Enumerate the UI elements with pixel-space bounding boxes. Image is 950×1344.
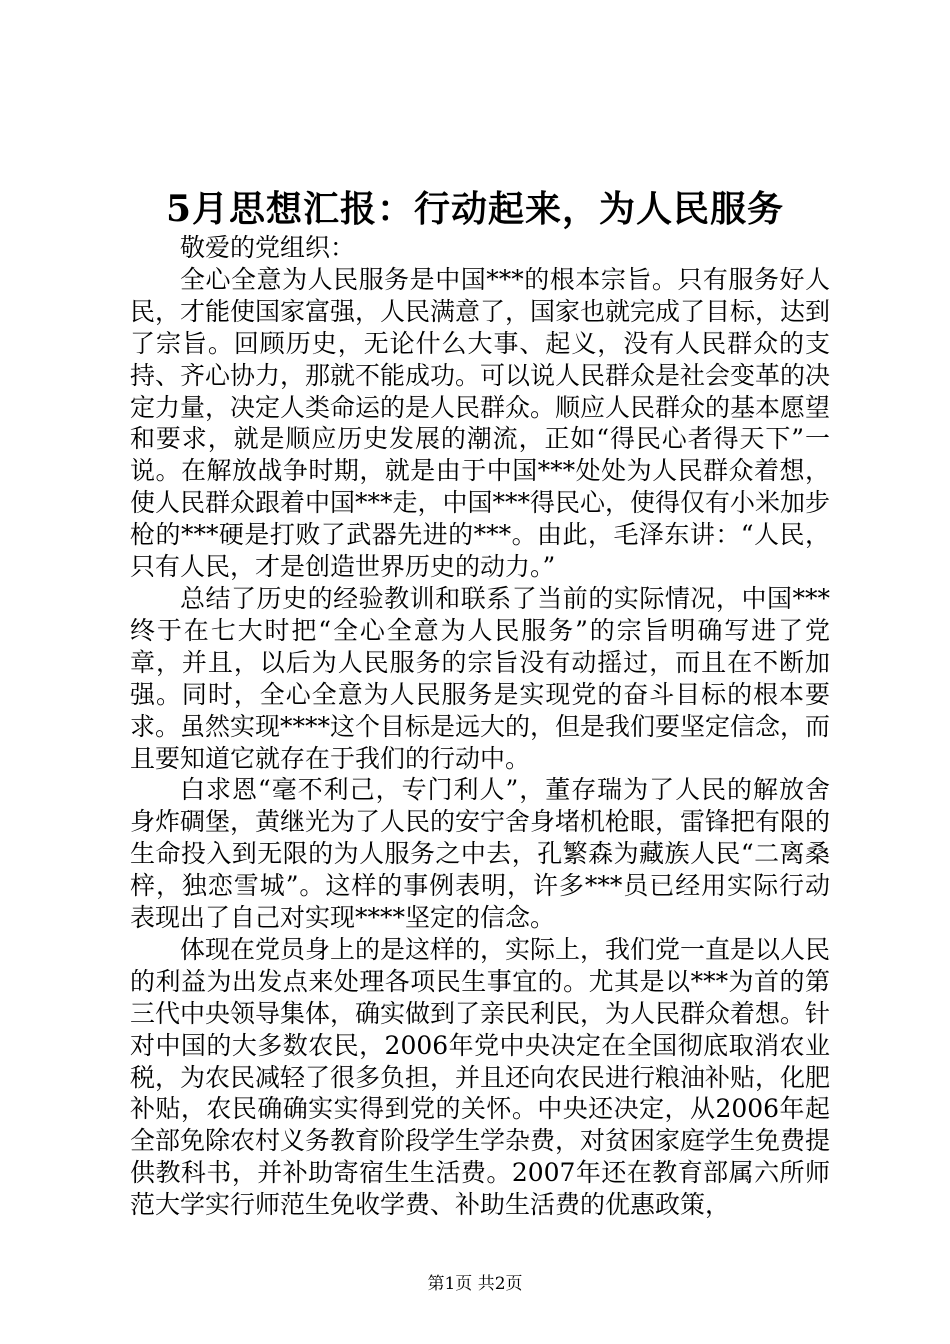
salutation: 敬爱的党组织： [180, 233, 356, 262]
page-number: 第1页 共2页 [427, 1274, 523, 1294]
document-title: 5月思想汇报：行动起来，为人民服务 [165, 188, 785, 230]
paragraph: 白求恩“毫不利己，专门利人”，董存瑞为了人民的解放舍身炸碉堡，黄继光为了人民的安宁舍身堵机枪眼，雷锋把有限的生命投入到无限的为人服务之中去，孔繁森为藏族人民“二离桑梓，独恋雪城”。这样的事例表明，许多***员已经用实际行动表现出了自己对实现****坚定的信念。 [130, 775, 831, 933]
paragraph: 体现在党员身上的是这样的，实际上，我们党一直是以人民的利益为出发点来处理各项民生事宜的。尤其是以***为首的第三代中央领导集体，确实做到了亲民利民，为人民群众着想。针对中国的大多数农民，2006年党中央决定在全国彻底取消农业税，为农民减轻了很多负担，并且还向农民进行粮油补贴，化肥补贴，农民确确实实得到党的关怀。中央还决定，从2006年起全部免除农村义务教育阶段学生学杂费，对贫困家庭学生免费提供教科书，并补助寄宿生生活费。2007年还在教育部属六所师范大学实行师范生免收学费、补助生活费的优惠政策， [130, 934, 831, 1220]
paragraph: 全心全意为人民服务是中国***的根本宗旨。只有服务好人民，才能使国家富强，人民满意了，国家也就完成了目标，达到了宗旨。回顾历史，无论什么大事、起义，没有人民群众的支持、齐心协力，那就不能成功。可以说人民群众是社会变革的决定力量，决定人类命运的是人民群众。顺应人民群众的基本愿望和要求，就是顺应历史发展的潮流，正如“得民心者得天下”一说。在解放战争时期，就是由于中国***处处为人民群众着想，使人民群众跟着中国***走，中国***得民心，使得仅有小米加步枪的***硬是打败了武器先进的***。由此，毛泽东讲：“人民，只有人民，才是创造世界历史的动力。” [130, 264, 831, 582]
document-body [130, 232, 830, 1221]
paragraph: 总结了历史的经验教训和联系了当前的实际情况，中国***终于在七大时把“全心全意为人民服务”的宗旨明确写进了党章，并且，以后为人民服务的宗旨没有动摇过，而且在不断加强。同时，全心全意为人民服务是实现党的奋斗目标的根本要求。虽然实现****这个目标是远大的，但是我们要坚定信念，而且要知道它就存在于我们的行动中。 [130, 583, 831, 773]
